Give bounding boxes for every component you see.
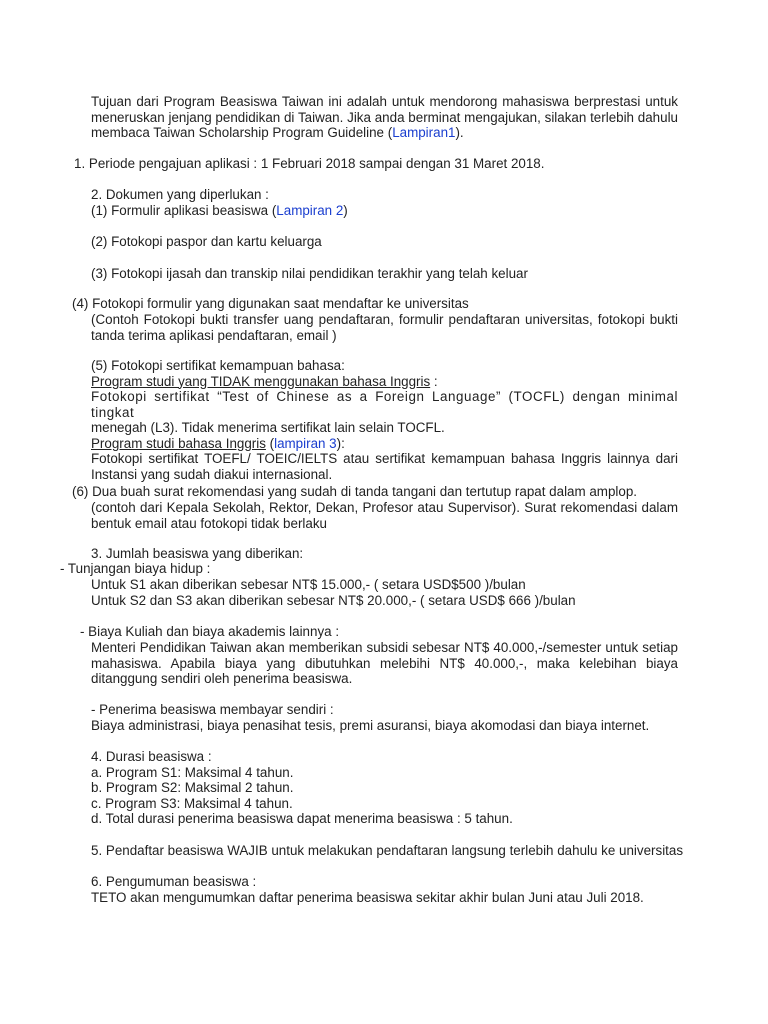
living-allowance-s2: Untuk S2 dan S3 akan diberikan sebesar NT$ 20.000,- ( setara USD$ 666 )/bulan — [91, 592, 576, 608]
english-program-line — [91, 436, 678, 452]
doc-item-2: (2) Fotokopi paspor dan kartu keluarga — [91, 234, 322, 249]
section-2-heading: 2. Dokumen yang diperlukan : — [91, 187, 269, 202]
doc-item-4-note-line-1: (Contoh Fotokopi bukti transfer uang pendaftaran, formulir pendaftaran universitas, fotokopi bukti — [91, 312, 678, 327]
doc-item-1-text: (1) Formulir aplikasi beasiswa ( — [91, 202, 277, 218]
tuition-line-1: Menteri Pendidikan Taiwan akan memberikan subsidi sebesar NT$ 40.000,-/semester untuk setiap — [91, 640, 678, 655]
lampiran1-link[interactable]: Lampiran1 — [392, 125, 456, 140]
tuition-details — [91, 640, 678, 687]
doc-item-1 — [91, 203, 678, 219]
doc-item-6-note-line-2: bentuk email atau fotokopi tidak berlaku — [91, 515, 327, 531]
doc-item-4-note — [91, 312, 678, 343]
intro-paragraph — [91, 94, 678, 141]
tuition-label: - Biaya Kuliah dan biaya akademis lainnya : — [80, 624, 340, 639]
english-program-label: Program studi bahasa Inggris — [91, 435, 266, 451]
intro-line-1: Tujuan dari Program Beasiswa Taiwan ini adalah untuk mendorong mahasiswa berprestasi untuk — [91, 94, 678, 109]
intro-line-3-text: membaca Taiwan Scholarship Program Guideline ( — [91, 125, 393, 140]
section-1-period: 1. Periode pengajuan aplikasi : 1 Februari 2018 sampai dengan 31 Maret 2018. — [74, 156, 545, 171]
duration-s3: c. Program S3: Maksimal 4 tahun. — [91, 795, 293, 811]
duration-total: d. Total durasi penerima beasiswa dapat menerima beasiswa : 5 tahun. — [91, 811, 513, 826]
living-allowance-details — [91, 577, 678, 608]
living-allowance-label: - Tunjangan biaya hidup : — [60, 561, 211, 576]
lampiran2-link[interactable]: Lampiran 2 — [276, 202, 344, 218]
duration-s1: a. Program S1: Maksimal 4 tahun. — [91, 764, 294, 780]
english-program-open: ( — [265, 435, 275, 451]
doc-item-1-end: ) — [343, 202, 348, 218]
self-paid-costs — [91, 702, 678, 733]
english-program-close: ): — [336, 435, 345, 451]
non-english-program-label: Program studi yang TIDAK menggunakan bahasa Inggris — [91, 373, 431, 389]
doc-item-6: (6) Dua buah surat rekomendasi yang sudah di tanda tangani dan tertutup rapat dalam amplop. — [72, 484, 638, 499]
toefl-line-1: Fotokopi sertifikat TOEFL/ TOEIC/IELTS atau sertifikat kemampuan bahasa Inggris lainnya dari — [91, 451, 678, 466]
non-english-program-colon: : — [430, 373, 438, 389]
doc-item-4: (4) Fotokopi formulir yang digunakan saat mendaftar ke universitas — [72, 296, 469, 311]
intro-line-2: meneruskan jenjang pendidikan di Taiwan. Jika anda berminat mengajukan, silakan terlebih dahulu — [91, 109, 678, 125]
tocfl-line-2: menegah (L3). Tidak menerima sertifikat lain selain TOCFL. — [91, 420, 445, 435]
tuition-line-3: ditanggung sendiri oleh penerima beasiswa. — [91, 671, 353, 686]
section-6-heading: 6. Pengumuman beasiswa : — [91, 874, 257, 889]
doc-item-5-heading: (5) Fotokopi sertifikat kemampuan bahasa: — [91, 358, 345, 373]
doc-item-4-note-line-2: tanda terima aplikasi pendaftaran, email ) — [91, 327, 337, 343]
tuition-line-2: mahasiswa. Apabila biaya yang dibutuhkan melebihi NT$ 40.000,-, maka kelebihan biaya — [91, 655, 678, 671]
self-paid-label: - Penerima beasiswa membayar sendiri : — [91, 702, 334, 717]
section-4-duration — [91, 749, 678, 827]
section-3-heading: 3. Jumlah beasiswa yang diberikan: — [91, 546, 304, 561]
duration-s2: b. Program S2: Maksimal 2 tahun. — [91, 780, 294, 795]
living-allowance-s1: Untuk S1 akan diberikan sebesar NT$ 15.000,- ( setara USD$500 )/bulan — [91, 577, 526, 592]
doc-item-6-note-line-1: (contoh dari Kepala Sekolah, Rektor, Dekan, Profesor atau Supervisor). Surat rekomendasi dalam — [91, 500, 678, 515]
non-english-program-line — [91, 374, 678, 390]
section-6-text: TETO akan mengumumkan daftar penerima beasiswa sekitar akhir bulan Juni atau Juli 2018. — [91, 889, 644, 905]
tocfl-line-1: Fotokopi sertifikat “Test of Chinese as a Foreign Language” (TOCFL) dengan minimal tingkat — [91, 389, 678, 420]
self-paid-text: Biaya administrasi, biaya penasihat tesis, premi asuransi, biaya akomodasi dan biaya internet. — [91, 717, 650, 733]
section-6-announcement — [91, 874, 678, 905]
doc-item-6-note — [91, 500, 678, 531]
intro-line-3-end: ). — [455, 125, 464, 140]
lampiran3-link[interactable]: lampiran 3 — [274, 435, 337, 451]
intro-line-3 — [91, 125, 678, 141]
section-4-heading: 4. Durasi beasiswa : — [91, 749, 212, 764]
doc-item-5 — [91, 358, 678, 482]
section-5-registration: 5. Pendaftar beasiswa WAJIB untuk melakukan pendaftaran langsung terlebih dahulu ke universitas — [91, 843, 684, 858]
doc-item-3: (3) Fotokopi ijasah dan transkip nilai pendidikan terakhir yang telah keluar — [91, 266, 528, 281]
toefl-line-2: Instansi yang sudah diakui internasional. — [91, 466, 333, 482]
section-2-documents — [91, 187, 678, 218]
